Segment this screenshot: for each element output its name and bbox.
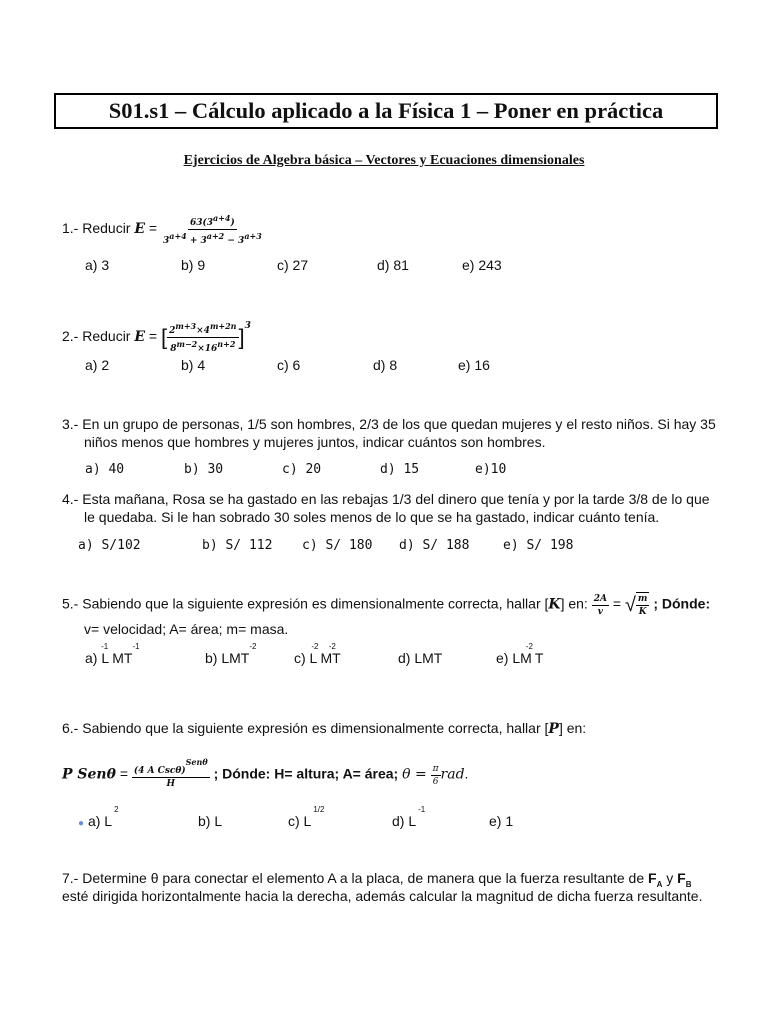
q4-line-1: 4.- Esta mañana, Rosa se ha gastado en las rebajas 1/3 del dinero que tenía y por la tarde 3/8 de lo que — [62, 491, 710, 507]
q6-text-b: ] en: — [558, 720, 587, 736]
q6-period: . — [464, 765, 469, 782]
question-7: 7.- Determine θ para conectar el elemento A a la placa, de manera que la fuerza resultante de $F_A$ y $F_B$ — [62, 870, 692, 889]
q1-equals: = — [148, 220, 158, 237]
q6-option-b: b) L — [198, 813, 223, 829]
q7-line-2: esté dirigida horizontalmente hacia la derecha, además calcular la magnitud de dicha fuerza resultante. — [62, 888, 703, 904]
question-5 — [62, 592, 710, 618]
q5-option-b: b) $LMT^{-2}$ — [205, 642, 257, 666]
q4-line-2: le quedaba. Si le han sobrado 30 soles menos de lo que se ha gastado, indicar cuánto tenía. — [84, 509, 660, 525]
subtitle: Ejercicios de Algebra básica – Vectores y Ecuaciones dimensionales — [183, 153, 585, 168]
q4-option-e: e) S/ 198 — [503, 538, 574, 553]
q3-option-a: a) 40 — [85, 462, 125, 477]
bullet-icon: ● — [78, 818, 85, 829]
q2-equals: = — [148, 328, 158, 345]
q1-variable: E — [134, 221, 146, 238]
q6-variable-p: P — [548, 721, 559, 737]
q3-option-c: c) 20 — [282, 462, 322, 477]
q5-option-a: a) $L^{-1}MT^{-1}$ — [85, 642, 140, 666]
q6-option-a: ● a) $L^2$ — [78, 805, 119, 829]
q5-semicolon: ; Dónde: — [653, 595, 711, 612]
q2-option-d: d) 8 — [373, 357, 398, 373]
q1-option-d: d) 81 — [377, 257, 409, 273]
q6-equation — [62, 757, 469, 790]
q5-root-fraction: $\frac{m}{K}$ — [637, 594, 648, 617]
q1-fraction: $\frac{63(3^{a+4})}{3^{a+4} + 3^{a+2} - 3^{a+3}}$ — [163, 213, 262, 246]
q3-option-e: e)10 — [475, 462, 507, 477]
q6-option-c: c) $L^{1/2}$ — [288, 805, 325, 829]
question-6 — [62, 719, 586, 738]
q2-power: 3 — [244, 320, 251, 331]
question-1 — [62, 212, 264, 247]
q2-bracket-left: [ — [161, 324, 168, 350]
q5-line-2: v= velocidad; A= área; m= masa. — [84, 621, 289, 637]
q3-option-b: b) 30 — [184, 462, 224, 477]
q6-text: 6.- Sabiendo que la siguiente expresión es dimensionalmente correcta, hallar [ — [62, 720, 549, 736]
q3-line-1: 3.- En un grupo de personas, 1/5 son hombres, 2/3 de los que quedan mujeres y el resto niños. Si hay 35 — [62, 416, 716, 432]
q6-theta: θ = — [402, 766, 427, 783]
q2-fraction: $\frac{2^{m+3}\times 4^{m+2n}}{8^{m-2}\times 16^{n+2}}$ — [169, 321, 237, 354]
q7-force-b: F — [677, 870, 686, 886]
q2-option-a: a) 2 — [85, 357, 110, 373]
q3-line-2: niños menos que hombres y mujeres juntos, indicar cuántos son hombres. — [84, 434, 546, 450]
q5-text: 5.- Sabiendo que la siguiente expresión es dimensionalmente correcta, hallar [ — [62, 595, 549, 612]
q4-option-d: d) S/ 188 — [399, 538, 470, 553]
q5-variable-k: K — [548, 596, 561, 613]
q6-lhs: P Senθ — [62, 766, 116, 783]
q3-option-d: d) 15 — [380, 462, 420, 477]
q2-prefix: 2.- Reducir — [62, 328, 131, 345]
q1-option-a: a) 3 — [85, 257, 110, 273]
q2-option-b: b) 4 — [181, 357, 206, 373]
q6-rad: rad — [440, 766, 465, 783]
sqrt-icon: √ — [624, 594, 636, 616]
q2-option-e: e) 16 — [458, 357, 490, 373]
q6-where-text: ; Dónde: H= altura; A= área; — [213, 765, 399, 782]
q6-pi-fraction: $\frac{\pi}{6}$ — [432, 763, 439, 787]
q1-option-e: e) 243 — [462, 257, 502, 273]
question-2 — [62, 320, 251, 355]
title-box — [54, 93, 718, 129]
q4-option-c: c) S/ 180 — [302, 538, 373, 553]
q2-variable: E — [134, 329, 146, 346]
q5-fraction: $\frac{2A}{v}$ — [593, 593, 607, 617]
q5-equals: = — [612, 595, 622, 612]
q5-option-c: c) $L^{-2}MT^{-2}$ — [294, 642, 341, 666]
q1-option-b: b) 9 — [181, 257, 206, 273]
q6-fraction: $\frac{(4 A Csc\theta)^{Sen\theta}}{H}$ — [133, 757, 208, 789]
q1-option-c: c) 27 — [277, 257, 309, 273]
q1-prefix: 1.- Reducir — [62, 220, 131, 237]
q5-text-b: ] en: — [560, 595, 588, 612]
q6-option-e: e) 1 — [489, 813, 514, 829]
q7-and: y — [666, 870, 674, 886]
page-title: S01.s1 – Cálculo aplicado a la Física 1 – Poner en práctica — [108, 98, 664, 123]
q2-bracket-right: ] — [238, 324, 245, 350]
q7-line-1: 7.- Determine θ para conectar el elemento A a la placa, de manera que la fuerza resultante de — [62, 870, 645, 886]
q7-force-a: F — [648, 870, 657, 886]
q6-equals: = — [119, 765, 129, 782]
q6-option-d: d) $L^{-1}$ — [392, 805, 426, 829]
q5-option-e: e) $LM^{-2}T$ — [496, 642, 544, 666]
q4-option-a: a) S/102 — [78, 538, 141, 553]
q5-option-d: d) LMT — [398, 650, 443, 666]
q4-option-b: b) S/ 112 — [202, 538, 273, 553]
q2-option-c: c) 6 — [277, 357, 301, 373]
